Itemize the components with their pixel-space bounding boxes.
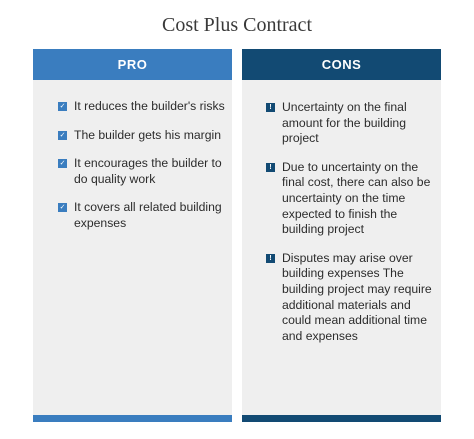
cons-item — [266, 251, 438, 345]
pro-item-text: It covers all related building expenses — [74, 200, 222, 230]
cons-header: CONS — [242, 49, 441, 80]
cons-item-text: Due to uncertainty on the final cost, there can also be uncertainty on the time expected to finish the building project — [282, 159, 431, 237]
cons-item-text: Uncertainty on the final amount for the building project — [282, 100, 407, 146]
exclamation-icon: ! — [266, 163, 275, 172]
cons-column — [242, 49, 441, 422]
check-icon: ✓ — [59, 160, 66, 168]
cons-item — [266, 160, 438, 238]
pro-item — [58, 200, 228, 231]
check-icon: ✓ — [59, 204, 66, 212]
pro-item — [58, 99, 228, 115]
cons-footer-bar — [242, 415, 441, 422]
pro-item-text: The builder gets his margin — [74, 127, 221, 142]
check-icon: ✓ — [59, 103, 66, 110]
cons-list — [266, 100, 438, 357]
cons-item-text: Disputes may arise over building expenses The building project may require additional materials and could mean additional time and expenses — [282, 250, 432, 343]
pro-list — [58, 99, 228, 245]
exclamation-icon: ! — [266, 103, 275, 112]
cons-item — [266, 100, 438, 147]
pro-item — [58, 156, 228, 187]
check-icon: ✓ — [59, 131, 66, 139]
pro-column — [33, 49, 232, 422]
exclamation-icon: ! — [266, 254, 275, 263]
pro-item-text: It reduces the builder's risks — [74, 99, 225, 113]
pro-item — [58, 128, 228, 144]
pro-header: PRO — [33, 49, 232, 80]
pro-item-text: It encourages the builder to do quality work — [74, 156, 222, 186]
pro-footer-bar — [33, 415, 232, 422]
page-title: Cost Plus Contract — [161, 14, 312, 36]
